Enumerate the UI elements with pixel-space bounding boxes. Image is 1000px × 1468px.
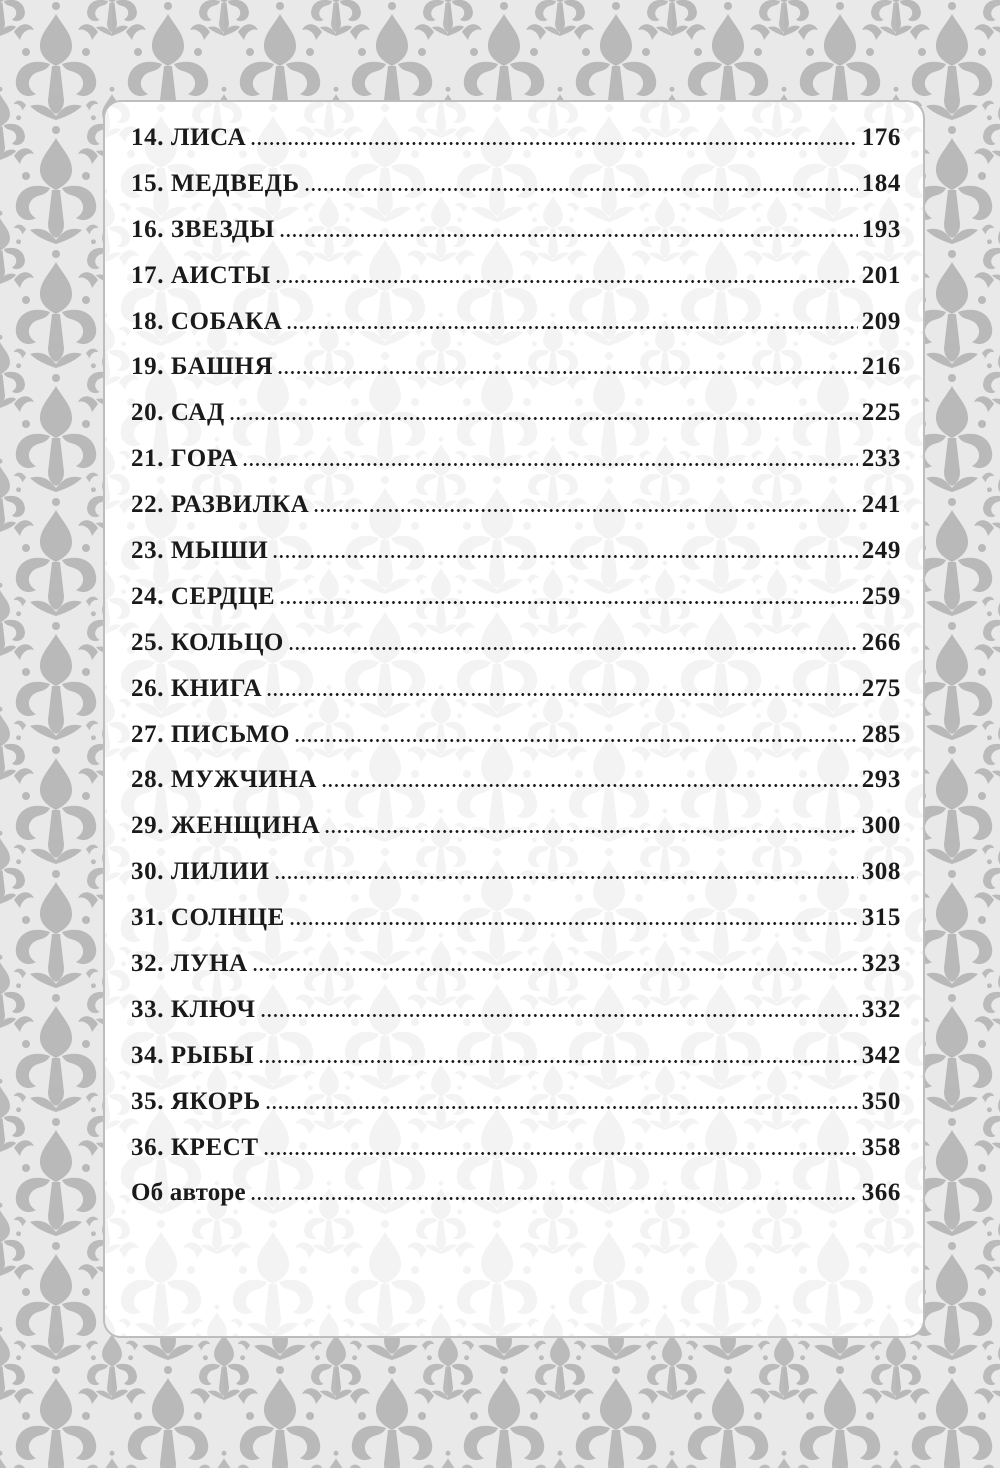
toc-dot-leader — [313, 509, 857, 512]
toc-dot-leader — [258, 1060, 857, 1063]
toc-entry[interactable] — [131, 399, 901, 445]
toc-entry[interactable] — [131, 766, 901, 812]
toc-entry-title: 20. САД — [131, 399, 225, 427]
toc-entry-title: 35. ЯКОРЬ — [131, 1087, 261, 1115]
toc-dot-leader — [250, 142, 857, 145]
toc-entry[interactable] — [131, 996, 901, 1042]
toc-entry-about-author[interactable] — [131, 1179, 901, 1225]
toc-entry-title: 28. МУЖЧИНА — [131, 766, 318, 794]
toc-dot-leader — [260, 1014, 858, 1017]
toc-entry[interactable] — [131, 583, 901, 629]
toc-entry-title: 32. ЛУНА — [131, 950, 248, 978]
toc-entry-title: 24. СЕРДЦЕ — [131, 582, 276, 610]
toc-entry-title: 26. КНИГА — [131, 674, 263, 702]
toc-entry[interactable] — [131, 675, 901, 721]
toc-entry-title: 14. ЛИСА — [131, 124, 247, 151]
toc-entry-page: 184 — [861, 169, 901, 197]
toc-entry-title: 25. КОЛЬЦО — [131, 628, 284, 656]
toc-panel — [103, 100, 925, 1338]
toc-entry-page: 259 — [861, 582, 901, 610]
toc-dot-leader — [272, 555, 857, 558]
toc-dot-leader — [304, 188, 858, 191]
toc-entry[interactable] — [131, 950, 901, 996]
toc-dot-leader — [289, 922, 858, 925]
toc-entry-page: 201 — [861, 261, 901, 289]
toc-entry-title: 27. ПИСЬМО — [131, 720, 291, 748]
toc-entry-title: 31. СОЛНЦЕ — [131, 904, 285, 932]
toc-dot-leader — [274, 876, 858, 879]
toc-entry[interactable] — [131, 721, 901, 767]
toc-entry-page: 323 — [861, 950, 901, 978]
toc-entry[interactable] — [131, 445, 901, 491]
toc-entry[interactable] — [131, 124, 901, 170]
toc-dot-leader — [324, 830, 857, 833]
toc-entry-page: 350 — [861, 1087, 901, 1115]
toc-entry-title: 21. ГОРА — [131, 445, 239, 473]
toc-entry-page: 216 — [861, 353, 901, 381]
toc-entry-title: 18. СОБАКА — [131, 307, 283, 335]
toc-entry[interactable] — [131, 812, 901, 858]
toc-entry-title: 36. КРЕСТ — [131, 1133, 259, 1161]
toc-entry-page: 308 — [861, 858, 901, 886]
toc-entry-title: 19. БАШНЯ — [131, 353, 274, 381]
toc-entry-title: 29. ЖЕНЩИНА — [131, 812, 321, 840]
toc-entry-page: 275 — [861, 674, 901, 702]
toc-dot-leader — [250, 1197, 858, 1200]
toc-entry-page: 225 — [861, 399, 901, 427]
toc-entry[interactable] — [131, 353, 901, 399]
toc-entry-page: 366 — [861, 1179, 901, 1207]
toc-dot-leader — [288, 647, 858, 650]
toc-entry-title: 33. КЛЮЧ — [131, 995, 256, 1023]
toc-entry-page: 233 — [861, 445, 901, 473]
toc-entry-title: 16. ЗВЕЗДЫ — [131, 215, 275, 243]
toc-entry-title: 30. ЛИЛИИ — [131, 858, 270, 886]
toc-entry-page: 293 — [861, 766, 901, 794]
toc-entry-title: 15. МЕДВЕДЬ — [131, 169, 300, 197]
toc-entry-title: 23. МЫШИ — [131, 537, 269, 565]
toc-dot-leader — [263, 1152, 858, 1155]
toc-dot-leader — [229, 417, 858, 420]
toc-entry[interactable] — [131, 308, 901, 354]
toc-entry[interactable] — [131, 1134, 901, 1180]
toc-dot-leader — [294, 739, 858, 742]
toc-entry-page: 285 — [861, 720, 901, 748]
toc-dot-leader — [277, 371, 858, 374]
toc-entry-page: 332 — [861, 995, 901, 1023]
toc-entry[interactable] — [131, 904, 901, 950]
toc-entry-page: 249 — [861, 537, 901, 565]
toc-entry[interactable] — [131, 858, 901, 904]
toc-entry[interactable] — [131, 537, 901, 583]
toc-entry[interactable] — [131, 629, 901, 675]
toc-dot-leader — [275, 280, 858, 283]
toc-entry-page: 176 — [861, 124, 901, 151]
toc-entry-title: 22. РАЗВИЛКА — [131, 491, 310, 519]
toc-dot-leader — [321, 784, 858, 787]
toc-entry-title: 17. АИСТЫ — [131, 261, 271, 289]
toc-dot-leader — [279, 601, 858, 604]
toc-dot-leader — [279, 234, 858, 237]
toc-entry-page: 300 — [861, 812, 901, 840]
table-of-contents — [131, 124, 901, 1225]
toc-entry[interactable] — [131, 1088, 901, 1134]
toc-entry[interactable] — [131, 262, 901, 308]
toc-dot-leader — [266, 693, 858, 696]
toc-entry-title: Об авторе — [131, 1179, 246, 1207]
toc-entry-page: 209 — [861, 307, 901, 335]
toc-dot-leader — [242, 463, 858, 466]
toc-dot-leader — [265, 1106, 858, 1109]
toc-entry-page: 358 — [861, 1133, 901, 1161]
toc-dot-leader — [286, 326, 857, 329]
toc-dot-leader — [252, 968, 858, 971]
toc-entry-title: 34. РЫБЫ — [131, 1041, 255, 1069]
toc-entry[interactable] — [131, 216, 901, 262]
toc-entry-page: 342 — [861, 1041, 901, 1069]
toc-entry-page: 241 — [861, 491, 901, 519]
toc-entry[interactable] — [131, 491, 901, 537]
toc-entry[interactable] — [131, 170, 901, 216]
toc-entry-page: 315 — [861, 904, 901, 932]
toc-entry-page: 193 — [861, 215, 901, 243]
toc-entry-page: 266 — [861, 628, 901, 656]
toc-entry[interactable] — [131, 1042, 901, 1088]
